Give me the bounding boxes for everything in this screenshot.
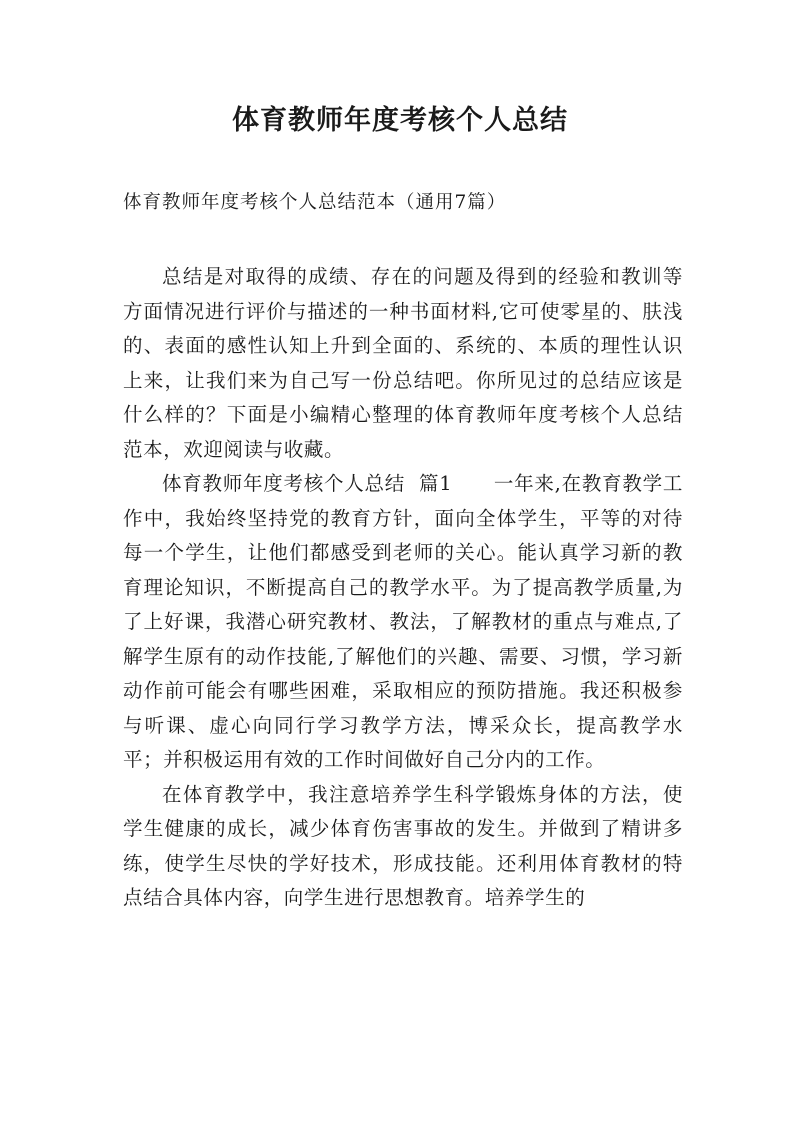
section-1-paragraph bbox=[123, 467, 683, 778]
document-body bbox=[123, 260, 683, 916]
document-subtitle: 体育教师年度考核个人总结范本（通用7篇） bbox=[123, 192, 507, 213]
intro-paragraph: 总结是对取得的成绩、存在的问题及得到的经验和教训等方面情况进行评价与描述的一种书面材料,它可使零星的、肤浅的、表面的感性认知上升到全面的、系统的、本质的理性认识上来，让我们来为自己写一份总结吧。你所见过的总结应该是什么样的？下面是小编精心整理的体育教师年度考核个人总结范本，欢迎阅读与收藏。 bbox=[123, 265, 683, 461]
paragraph-3: 在体育教学中，我注意培养学生科学锻炼身体的方法，使学生健康的成长，减少体育伤害事故的发生。并做到了精讲多练，使学生尽快的学好技术，形成技能。还利用体育教材的特点结合具体内容，向学生进行思想教育。培养学生的 bbox=[123, 782, 683, 909]
section-heading: 体育教师年度考核个人总结 篇1 bbox=[162, 472, 453, 495]
section-1-text: 一年来,在教育教学工作中，我始终坚持党的教育方针，面向全体学生，平等的对待每一个学生，让他们都感受到老师的关心。能认真学习新的教育理论知识，不断提高自己的教学水平。为了提高教学质量,为了上好课，我潜心研究教材、教法，了解教材的重点与难点,了解学生原有的动作技能,了解他们的兴趣、需要、习惯，学习新动作前可能会有哪些困难，采取相应的预防措施。我还积极参与听课、虚心向同行学习教学方法，博采众长，提高教学水平；并积极运用有效的工作时间做好自己分内的工作。 bbox=[123, 472, 683, 771]
document-title: 体育教师年度考核个人总结 bbox=[232, 105, 568, 136]
